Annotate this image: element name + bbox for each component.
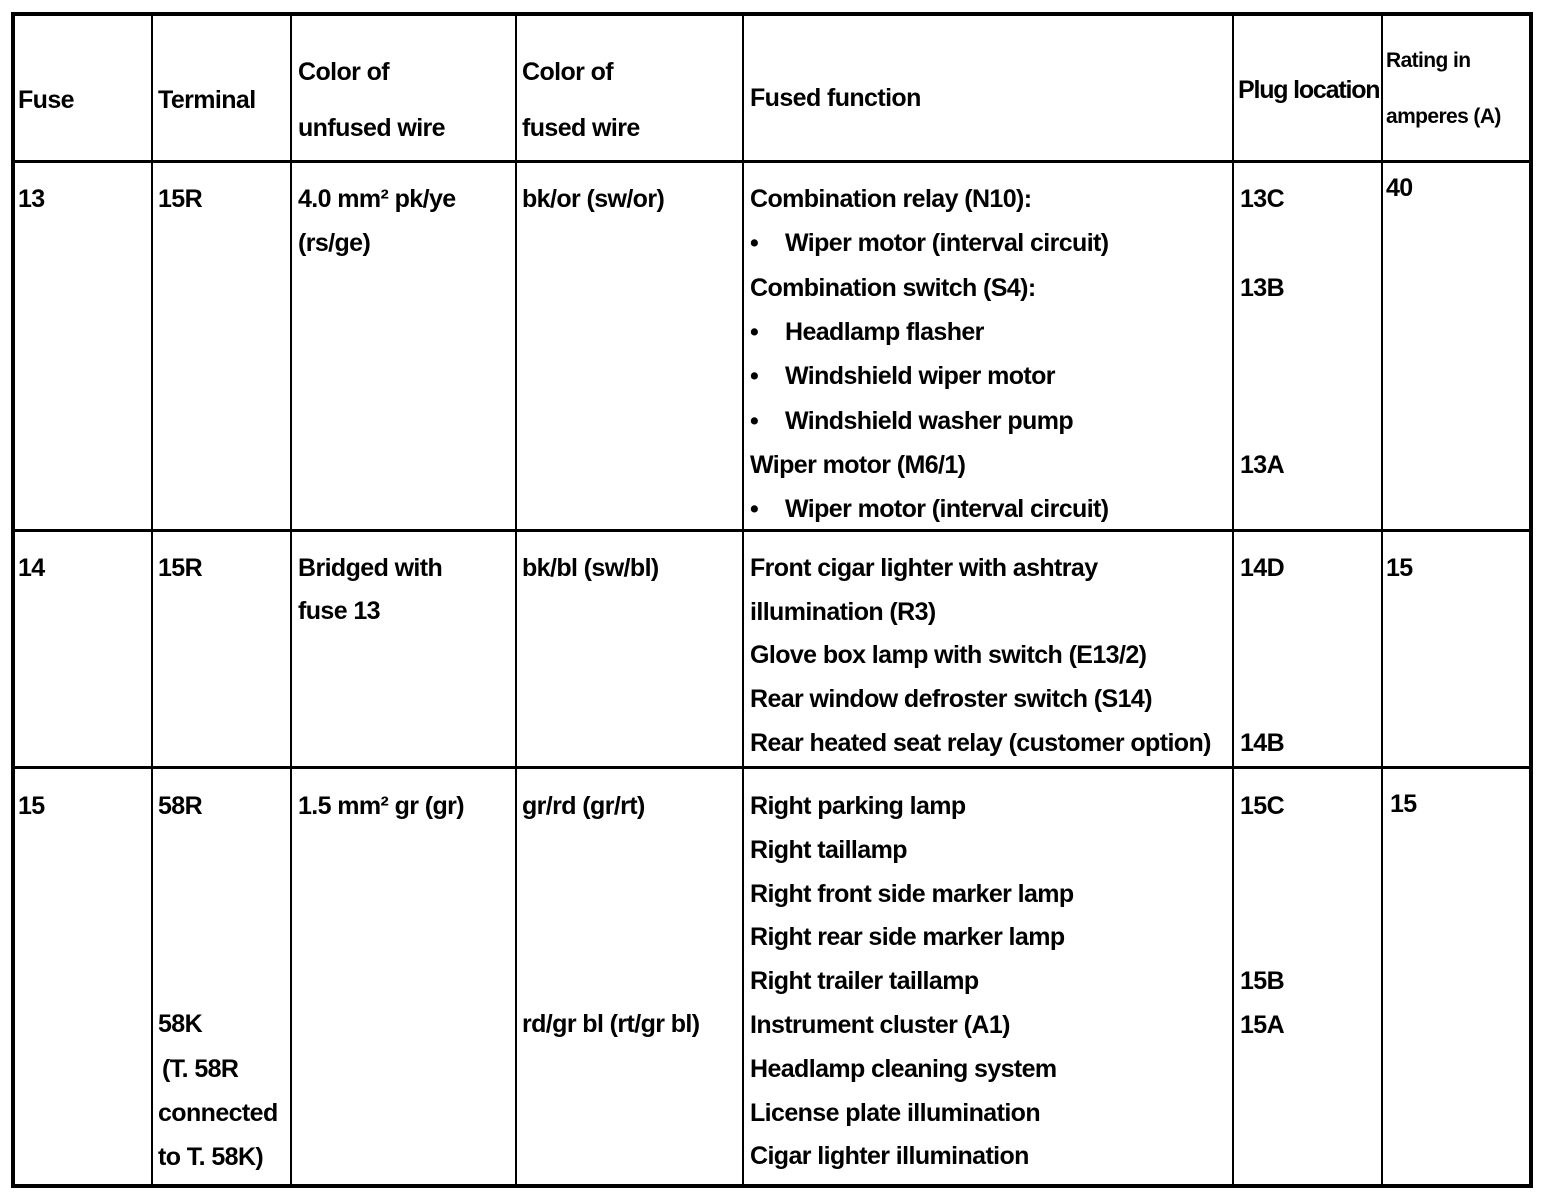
row-divider — [15, 766, 1529, 769]
bullet-icon: • — [750, 362, 759, 390]
plug-location: 15A — [1240, 1011, 1285, 1039]
fused-function-item — [750, 923, 1065, 952]
fused-wire: bk/or (sw/or) — [522, 185, 665, 213]
fuse-number: 14 — [18, 554, 45, 582]
fused-function-text: Headlamp cleaning system — [750, 1055, 1057, 1083]
fused-wire: bk/bl (sw/bl) — [522, 554, 659, 582]
fused-function-text: Right trailer taillamp — [750, 967, 979, 995]
fused-function-text: Glove box lamp with switch (E13/2) — [750, 641, 1147, 669]
col-divider — [1381, 16, 1383, 1184]
unfused-wire-line1: 1.5 mm² gr (gr) — [298, 792, 465, 820]
header-fused-line2: fused wire — [522, 114, 640, 142]
plug-location: 14B — [1240, 729, 1285, 757]
fused-function-text: Combination switch (S4): — [750, 274, 1036, 302]
bullet-icon: • — [750, 318, 759, 346]
plug-location: 15B — [1240, 967, 1285, 995]
fused-function-text: Combination relay (N10): — [750, 185, 1032, 213]
fused-function-text: License plate illumination — [750, 1099, 1041, 1127]
unfused-wire-line1: Bridged with — [298, 554, 443, 582]
header-fused-line1: Color of — [522, 58, 614, 86]
terminal: 15R — [158, 185, 203, 213]
fused-function-text: Rear window defroster switch (S14) — [750, 685, 1152, 713]
header-fuse: Fuse — [18, 86, 74, 114]
fused-function-text: Cigar lighter illumination — [750, 1142, 1029, 1170]
terminal: 58R — [158, 792, 203, 820]
fuse-number: 15 — [18, 792, 45, 820]
col-divider — [290, 16, 292, 1184]
fused-function-text: Instrument cluster (A1) — [750, 1011, 1010, 1039]
fused-wire-secondary: rd/gr bl (rt/gr bl) — [522, 1010, 700, 1038]
fused-function-item — [750, 1055, 1057, 1084]
fused-function-text: Front cigar lighter with ashtray — [750, 554, 1098, 582]
fused-function-item — [750, 641, 1146, 670]
col-divider — [515, 16, 517, 1184]
plug-location: 15C — [1240, 792, 1285, 820]
plug-location: 13B — [1240, 274, 1285, 302]
rating: 15 — [1386, 554, 1413, 582]
fused-function-item — [750, 880, 1074, 909]
fused-function-item — [750, 495, 1109, 524]
fused-function-item — [750, 792, 966, 821]
terminal-note-line1: (T. 58R — [162, 1055, 239, 1083]
col-divider — [1232, 16, 1234, 1184]
fused-function-text: Right front side marker lamp — [750, 880, 1074, 908]
rating: 15 — [1390, 790, 1417, 818]
fused-function-item — [750, 1142, 1029, 1171]
header-unfused-line1: Color of — [298, 58, 390, 86]
fused-function-item — [750, 185, 1031, 214]
fused-function-item — [750, 554, 1098, 583]
header-fused-function: Fused function — [750, 84, 921, 112]
terminal-secondary: 58K — [158, 1010, 203, 1038]
header-rating-line1: Rating in — [1386, 49, 1471, 72]
col-divider — [151, 16, 153, 1184]
fused-function-text: Wiper motor (interval circuit) — [785, 495, 1109, 523]
terminal-note-line2: connected — [158, 1099, 278, 1127]
header-terminal: Terminal — [158, 86, 256, 114]
header-rating-line2: amperes (A) — [1386, 105, 1501, 128]
unfused-wire-line2: fuse 13 — [298, 597, 380, 625]
fused-function-text: Rear heated seat relay (customer option) — [750, 729, 1211, 757]
fused-function-item — [750, 598, 936, 627]
fused-function-item — [750, 685, 1152, 714]
bullet-icon: • — [750, 229, 759, 257]
fused-function-item — [750, 1099, 1040, 1128]
terminal: 15R — [158, 554, 203, 582]
fused-function-item — [750, 274, 1036, 303]
fused-function-item — [750, 1011, 1010, 1040]
plug-location: 13C — [1240, 185, 1285, 213]
header-unfused-line2: unfused wire — [298, 114, 445, 142]
bullet-icon: • — [750, 495, 759, 523]
fused-function-text: Headlamp flasher — [785, 318, 984, 346]
terminal-note-line3: to T. 58K) — [158, 1143, 264, 1171]
rating: 40 — [1386, 174, 1413, 202]
row-divider — [15, 160, 1529, 163]
fused-function-item — [750, 967, 979, 996]
header-plug-location: Plug location — [1238, 76, 1380, 104]
plug-location: 13A — [1240, 451, 1285, 479]
fused-function-text: Right rear side marker lamp — [750, 923, 1065, 951]
unfused-wire-line1: 4.0 mm² pk/ye — [298, 185, 456, 213]
fused-function-text: Right taillamp — [750, 836, 907, 864]
bullet-icon: • — [750, 407, 759, 435]
fused-function-item — [750, 407, 1073, 436]
fused-function-item — [750, 451, 965, 480]
fused-function-text: Wiper motor (interval circuit) — [785, 229, 1109, 257]
fused-function-text: illumination (R3) — [750, 598, 936, 626]
plug-location: 14D — [1240, 554, 1285, 582]
fused-wire: gr/rd (gr/rt) — [522, 792, 645, 820]
fuse-number: 13 — [18, 185, 45, 213]
fused-function-item — [750, 318, 984, 347]
fused-function-text: Windshield washer pump — [785, 407, 1073, 435]
fused-function-item — [750, 729, 1211, 758]
fused-function-item — [750, 836, 907, 865]
fused-function-text: Right parking lamp — [750, 792, 966, 820]
fused-function-text: Windshield wiper motor — [785, 362, 1055, 390]
fused-function-text: Wiper motor (M6/1) — [750, 451, 966, 479]
fused-function-item — [750, 362, 1055, 391]
col-divider — [742, 16, 744, 1184]
row-divider — [15, 529, 1529, 532]
fused-function-item — [750, 229, 1109, 258]
unfused-wire-line2: (rs/ge) — [298, 229, 371, 257]
